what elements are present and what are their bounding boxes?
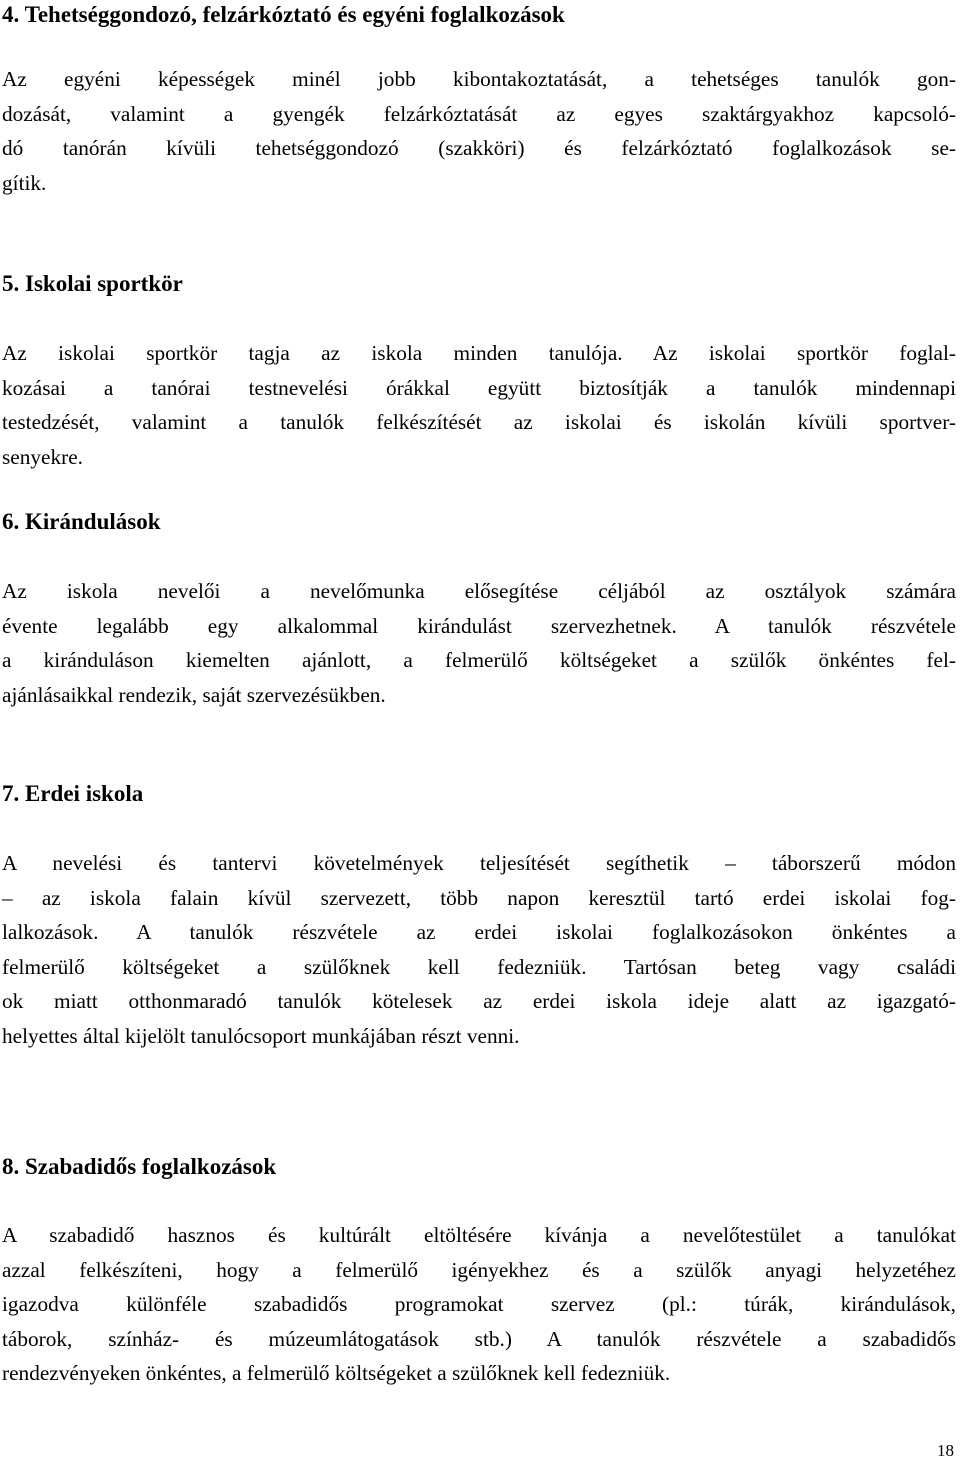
text-line: Az iskolai sportkör tagja az iskola minden tanulója. Az iskolai sportkör foglal- bbox=[2, 341, 956, 365]
text-line: A nevelési és tantervi követelmények teljesítését segíthetik – táborszerű módon bbox=[2, 851, 956, 875]
text-line: A szabadidő hasznos és kultúrált eltöltésére kívánja a nevelőtestület a tanulókat bbox=[2, 1223, 956, 1247]
text-line: évente legalább egy alkalommal kirándulást szervezhetnek. A tanulók részvétele bbox=[2, 613, 956, 638]
section-heading-6: 6. Kirándulások bbox=[2, 509, 161, 534]
text-line: dozását, valamint a gyengék felzárkóztatását az egyes szaktárgyakhoz kapcsoló- bbox=[2, 101, 956, 126]
section-heading-5: 5. Iskolai sportkör bbox=[2, 271, 183, 296]
text-line: ajánlásaikkal rendezik, saját szervezésükben. bbox=[2, 682, 386, 707]
section-paragraph-8 bbox=[2, 1218, 956, 1391]
text-line: – az iskola falain kívül szervezett, több napon keresztül tartó erdei iskolai fog- bbox=[2, 885, 956, 910]
text-line: kozásai a tanórai testnevelési órákkal együtt biztosítják a tanulók mindennapi bbox=[2, 375, 956, 400]
section-heading-4: 4. Tehetséggondozó, felzárkóztató és egyéni foglalkozások bbox=[2, 2, 565, 27]
text-line: táborok, színház- és múzeumlátogatások stb.) A tanulók részvétele a szabadidős bbox=[2, 1326, 956, 1351]
section-heading-8: 8. Szabadidős foglalkozások bbox=[2, 1154, 277, 1179]
section-paragraph-5 bbox=[2, 336, 956, 474]
page-number: 18 bbox=[937, 1441, 954, 1460]
text-line: rendezvényeken önkéntes, a felmerülő költségeket a szülőknek kell fedezniük. bbox=[2, 1361, 671, 1386]
text-line: helyettes által kijelölt tanulócsoport munkájában részt venni. bbox=[2, 1023, 520, 1048]
text-line: dó tanórán kívüli tehetséggondozó (szakköri) és felzárkóztató foglalkozások se- bbox=[2, 136, 956, 161]
section-heading-7: 7. Erdei iskola bbox=[2, 781, 144, 806]
section-paragraph-6 bbox=[2, 574, 956, 712]
text-line: ok miatt otthonmaradó tanulók kötelesek az erdei iskola ideje alatt az igazgató- bbox=[2, 989, 956, 1014]
text-line: igazodva különféle szabadidős programokat szervez (pl.: túrák, kirándulások, bbox=[2, 1292, 956, 1317]
text-line: Az iskola nevelői a nevelőmunka elősegítése céljából az osztályok számára bbox=[2, 579, 956, 603]
text-line: testedzését, valamint a tanulók felkészítését az iskolai és iskolán kívüli sportver- bbox=[2, 410, 956, 435]
text-line: Az egyéni képességek minél jobb kibontakoztatását, a tehetséges tanulók gon- bbox=[2, 67, 956, 91]
section-paragraph-4 bbox=[2, 62, 956, 200]
text-line: azzal felkészíteni, hogy a felmerülő igényekhez és a szülők anyagi helyzetéhez bbox=[2, 1257, 956, 1282]
section-paragraph-7 bbox=[2, 846, 956, 1054]
text-line: felmerülő költségeket a szülőknek kell fedezniük. Tartósan beteg vagy családi bbox=[2, 954, 956, 979]
text-line: lalkozások. A tanulók részvétele az erdei iskolai foglalkozásokon önkéntes a bbox=[2, 920, 956, 945]
text-line: gítik. bbox=[2, 170, 47, 195]
text-line: senyekre. bbox=[2, 444, 84, 469]
text-line: a kiránduláson kiemelten ajánlott, a felmerülő költségeket a szülők önkéntes fel- bbox=[2, 648, 956, 673]
